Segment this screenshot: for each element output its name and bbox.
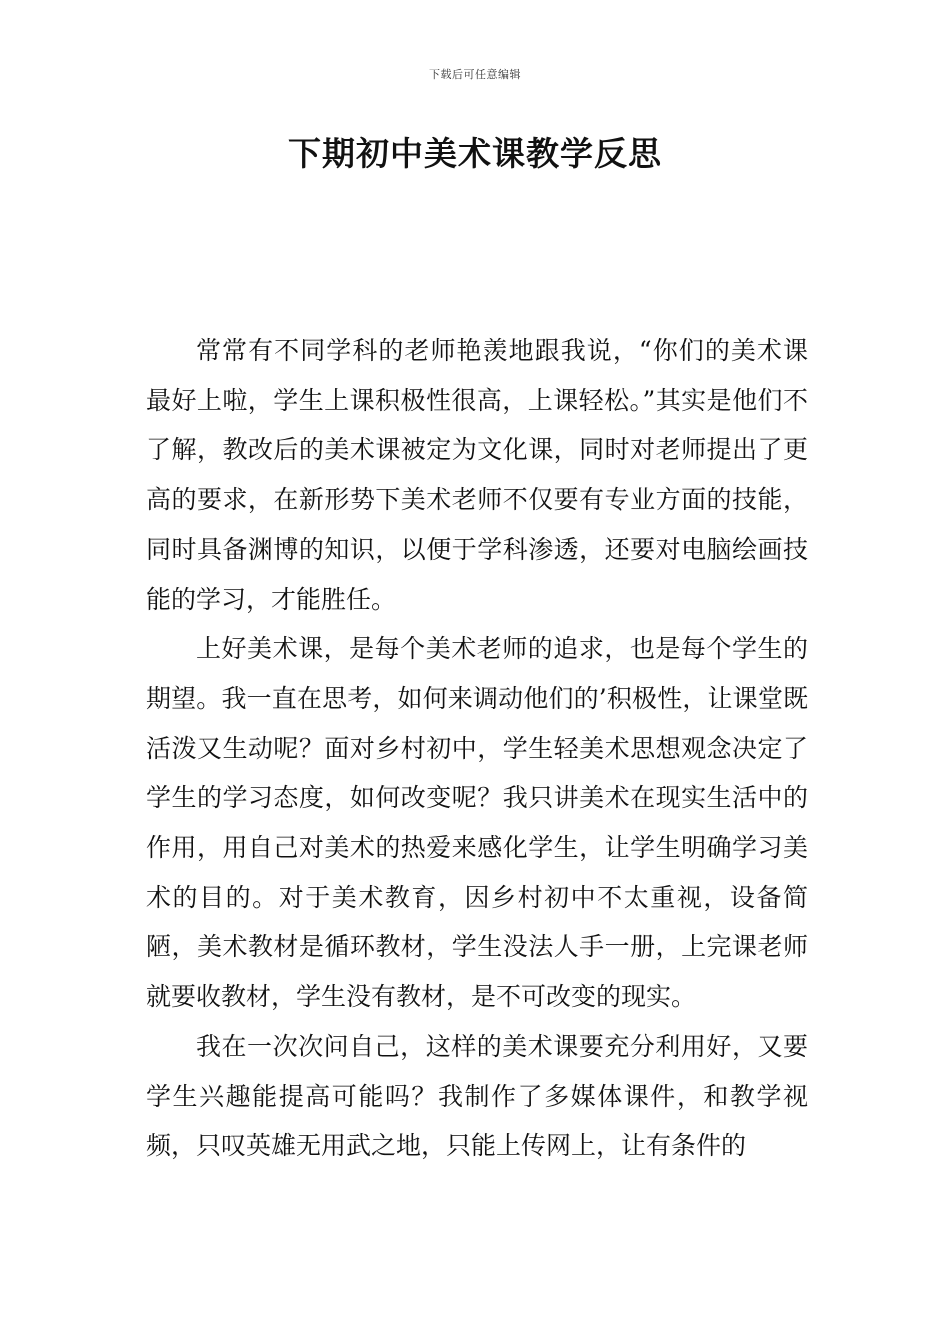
document-body [146,326,808,1171]
header-note: 下载后可任意编辑 [429,68,521,81]
paragraph: 我在一次次问自己，这样的美术课要充分利用好，又要学生兴趣能提高可能吗？我制作了多媒体课件，和教学视频，只叹英雄无用武之地，只能上传网上，让有条件的 [146,1031,808,1161]
document-title: 下期初中美术课教学反思 [288,134,662,173]
paragraph: 上好美术课，是每个美术老师的追求，也是每个学生的期望。我一直在思考，如何来调动他们的’积极性，让课堂既活泼又生动呢？面对乡村初中，学生轻美术思想观念决定了学生的学习态度，如何改变呢？我只讲美术在现实生活中的作用，用自己对美术的热爱来感化学生，让学生明确学习美术的目的。对于美术教育，因乡村初中不太重视，设备简陋，美术教材是循环教材，学生没法人手一册，上完课老师就要收教材，学生没有教材，是不可改变的现实。 [146,634,808,1012]
paragraph: 常常有不同学科的老师艳羡地跟我说，“你们的美术课最好上啦，学生上课积极性很高，上课轻松。”其实是他们不了解，教改后的美术课被定为文化课，同时对老师提出了更高的要求，在新形势下美术老师不仅要有专业方面的技能，同时具备渊博的知识，以便于学科渗透，还要对电脑绘画技能的学习，才能胜任。 [146,336,808,614]
